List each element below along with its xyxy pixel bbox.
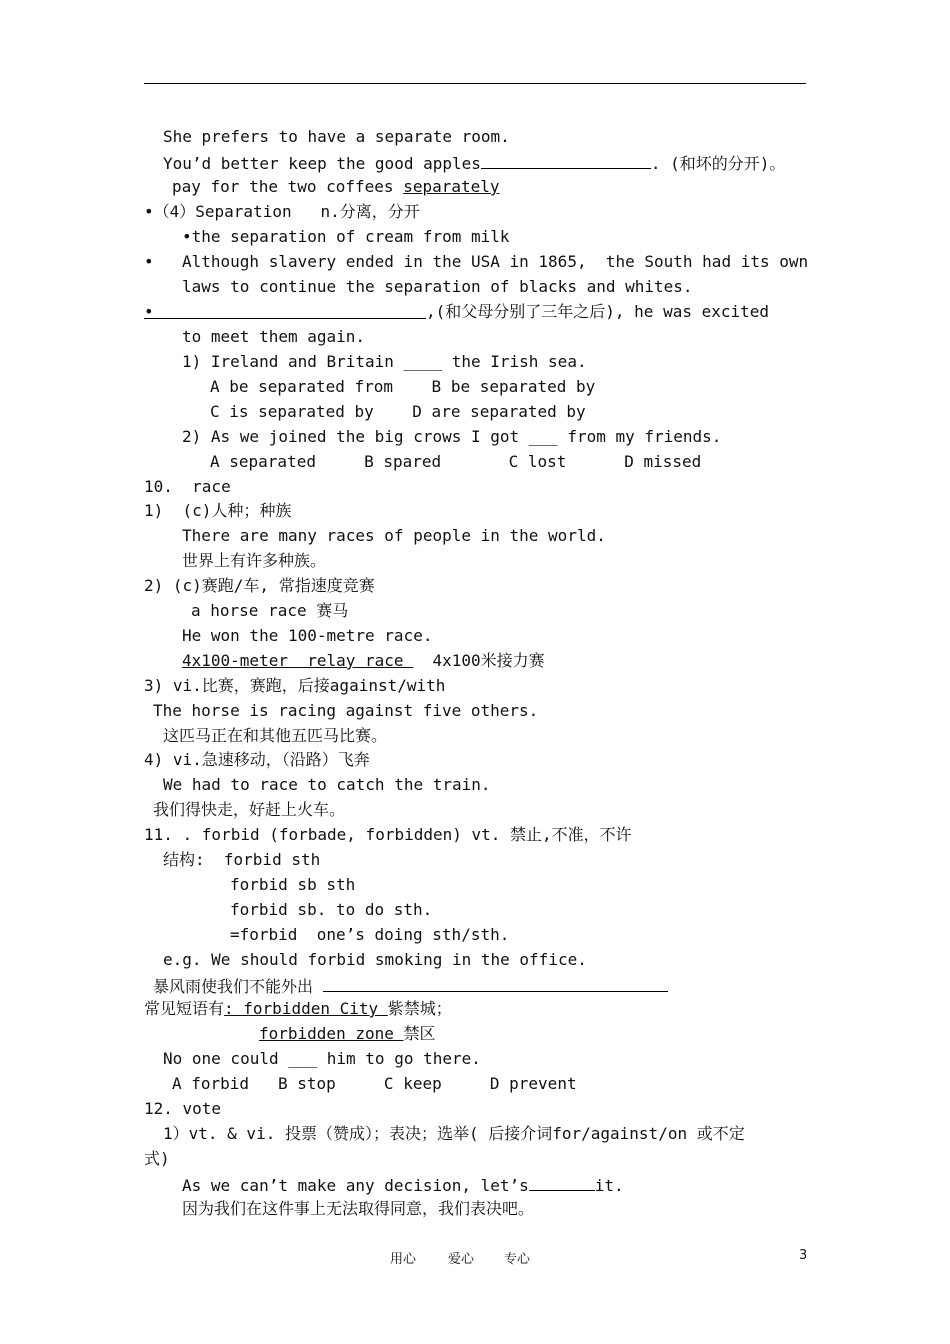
text-line: 世界上有许多种族。 (182, 551, 327, 570)
underlined-phrase: : forbidden City (224, 999, 388, 1018)
text-line: =forbid one’s doing sth/sth. (230, 925, 510, 944)
text-segment: . (和坏的分开)。 (650, 154, 786, 173)
footer-right: 专心 (504, 1252, 531, 1267)
text-line (144, 302, 769, 322)
text-line: The horse is racing against five others. (153, 701, 539, 720)
question: No one could ___ him to go there. (163, 1049, 481, 1068)
text-line: forbid sb. to do sth. (230, 900, 433, 919)
section-heading: 10. race (144, 477, 231, 496)
fill-blank (529, 1174, 595, 1191)
text-line: 因为我们在这件事上无法取得同意，我们表决吧。 (182, 1199, 535, 1218)
underlined-phrase: forbidden zone (259, 1024, 404, 1043)
text-segment: You’d better keep the good apples (163, 154, 481, 173)
text-segment: 紫禁城； (387, 999, 452, 1018)
text-segment: 4x100米接力赛 (413, 651, 545, 670)
section-heading: 12. vote (144, 1099, 222, 1118)
text-line: a horse race 赛马 (191, 601, 349, 620)
text-segment: pay for the two coffees (172, 177, 404, 196)
text-line: 3) vi.比赛，赛跑，后接against/with (144, 676, 446, 695)
options: A be separated from B be separated by (210, 377, 596, 396)
text-segment: As we can’t make any decision, let’s (182, 1176, 529, 1195)
options: A separated B spared C lost D missed (210, 452, 702, 471)
text-line: forbid sb sth (230, 875, 356, 894)
text-line (172, 177, 500, 197)
question: 1) Ireland and Britain ____ the Irish sea. (182, 352, 587, 371)
options: C is separated by D are separated by (210, 402, 586, 421)
text-line: There are many races of people in the world. (182, 526, 606, 545)
text-segment: it. (594, 1176, 624, 1195)
question: 2) As we joined the big crows I got ___ from my friends. (182, 427, 722, 446)
text-line: We had to race to catch the train. (163, 775, 491, 794)
text-line: He won the 100-metre race. (182, 626, 433, 645)
options: A forbid B stop C keep D prevent (172, 1074, 577, 1093)
text-line (163, 152, 785, 174)
text-line (259, 1024, 436, 1044)
text-line: 这匹马正在和其他五匹马比赛。 (163, 726, 388, 745)
text-line: 1) (c)人种；种族 (144, 501, 292, 520)
text-line (182, 1174, 624, 1196)
text-line: 2) (c)赛跑/车, 常指速度竞赛 (144, 576, 375, 595)
fill-blank (323, 975, 668, 992)
footer-middle: 爱心 (448, 1252, 475, 1267)
bullet: • (144, 252, 154, 271)
fill-blank-with-bullet (144, 302, 426, 319)
text-line (144, 999, 452, 1019)
bullet: • (144, 302, 154, 321)
text-line: •the separation of cream from milk (182, 227, 510, 246)
text-line: e.g. We should forbid smoking in the office. (163, 950, 587, 969)
header-rule (144, 83, 806, 84)
text-line: 式) (144, 1149, 170, 1168)
text-line: to meet them again. (182, 327, 366, 346)
text-segment: ,(和父母分别了三年之后), he was excited (426, 302, 770, 321)
text-segment: 暴风雨使我们不能外出 (153, 977, 323, 996)
fill-blank (481, 152, 651, 169)
underlined-phrase: 4x100-meter relay race (182, 651, 414, 670)
section-heading: 11. . forbid (forbade, forbidden) vt. 禁止,不准，不许 (144, 825, 632, 844)
text-line: She prefers to have a separate room. (163, 127, 510, 146)
text-line: 1）vt. & vi. 投票（赞成）；表决；选举( 后接介词for/against/on 或不定 (163, 1124, 745, 1143)
text-line: 结构: forbid sth (163, 850, 321, 869)
text-line: laws to continue the separation of blacks and whites. (182, 277, 693, 296)
text-line: •（4）Separation n.分离，分开 (144, 202, 420, 221)
footer-left: 用心 (390, 1252, 417, 1267)
text-line (182, 651, 545, 671)
text-line: Although slavery ended in the USA in 1865, the South had its own (182, 252, 809, 271)
underlined-word: separately (403, 177, 500, 196)
text-line: 我们得快走，好赶上火车。 (153, 800, 346, 819)
text-line (153, 975, 668, 997)
text-segment: 禁区 (403, 1024, 436, 1043)
text-line: 4) vi.急速移动，（沿路）飞奔 (144, 750, 370, 769)
page-number: 3 (799, 1248, 808, 1263)
text-segment: 常见短语有 (144, 999, 225, 1018)
